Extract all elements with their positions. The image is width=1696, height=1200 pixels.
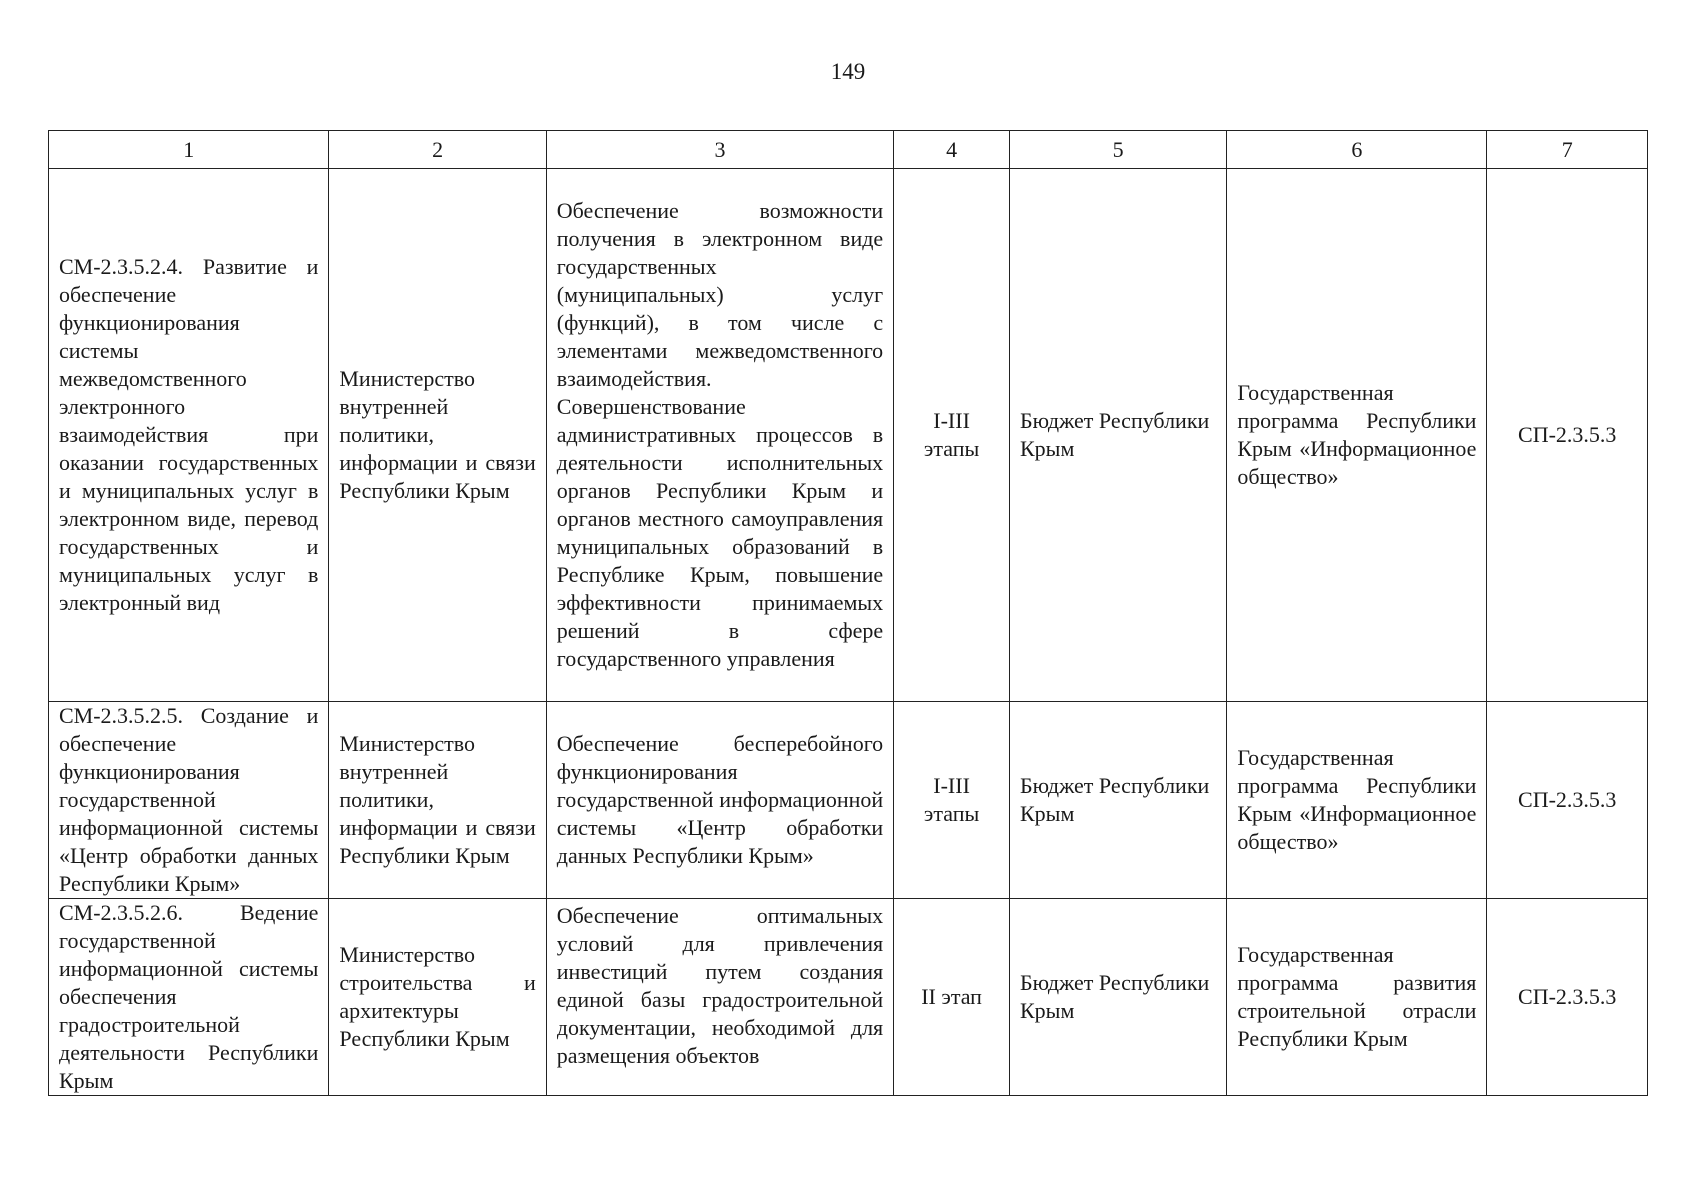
measure-cell: СМ-2.3.5.2.4. Развитие и обеспечение функционирования системы межведомственного электронного взаимодействия при оказании государственных и муниципальных услуг в электронном виде, перевод государственных и муниципальных услуг в электронный вид xyxy=(49,169,329,702)
code-cell: СП-2.3.5.3 xyxy=(1487,899,1648,1096)
program-cell: Государственная программа развития строительной отрасли Республики Крым xyxy=(1227,899,1487,1096)
table-row xyxy=(49,169,1648,702)
column-header-6: 6 xyxy=(1227,131,1487,169)
result-cell: Обеспечение возможности получения в электронном виде государственных (муниципальных) услуг (функций), в том числе с элементами межведомственного взаимодействия. Совершенствование административных процессов в деятельности исполнительных органов Республики Крым и органов местного самоуправления муниципальных образований в Республике Крым, повышение эффективности принимаемых решений в сфере государственного управления xyxy=(546,169,893,702)
page-number: 149 xyxy=(830,59,866,84)
code-cell: СП-2.3.5.3 xyxy=(1487,169,1648,702)
stages-cell: II этап xyxy=(894,899,1010,1096)
column-header-2: 2 xyxy=(329,131,546,169)
program-cell: Государственная программа Республики Крым «Информационное общество» xyxy=(1227,702,1487,899)
executor-cell: Министерство внутренней политики, информации и связи Республики Крым xyxy=(329,169,546,702)
result-cell-text: Обеспечение оптимальных условий для привлечения инвестиций путем создания единой базы градостроительной документации, необходимой для размещения объектов xyxy=(556,903,884,1068)
header-row xyxy=(49,131,1648,169)
executor-cell: Министерство строительства и архитектуры Республики Крым xyxy=(329,899,546,1096)
measures-table xyxy=(48,130,1648,1096)
funding-source-cell: Бюджет Республики Крым xyxy=(1009,169,1226,702)
stages-cell: I-III этапы xyxy=(894,702,1010,899)
column-header-1: 1 xyxy=(49,131,329,169)
table-row xyxy=(49,899,1648,1096)
column-header-3: 3 xyxy=(546,131,893,169)
measure-cell: СМ-2.3.5.2.5. Создание и обеспечение функционирования государственной информационной системы «Центр обработки данных Республики Крым» xyxy=(49,702,329,899)
measure-cell: СМ-2.3.5.2.6. Ведение государственной информационной системы обеспечения градостроительной деятельности Республики Крым xyxy=(49,899,329,1096)
column-header-5: 5 xyxy=(1009,131,1226,169)
result-cell xyxy=(546,899,893,1096)
code-cell: СП-2.3.5.3 xyxy=(1487,702,1648,899)
stages-cell: I-III этапы xyxy=(894,169,1010,702)
column-header-7: 7 xyxy=(1487,131,1648,169)
program-cell: Государственная программа Республики Крым «Информационное общество» xyxy=(1227,169,1487,702)
executor-cell: Министерство внутренней политики, информации и связи Республики Крым xyxy=(329,702,546,899)
table-header xyxy=(49,131,1648,169)
funding-source-cell: Бюджет Республики Крым xyxy=(1009,702,1226,899)
column-header-4: 4 xyxy=(894,131,1010,169)
result-cell: Обеспечение бесперебойного функционирования государственной информационной системы «Центр обработки данных Республики Крым» xyxy=(546,702,893,899)
table-row xyxy=(49,702,1648,899)
funding-source-cell: Бюджет Республики Крым xyxy=(1009,899,1226,1096)
